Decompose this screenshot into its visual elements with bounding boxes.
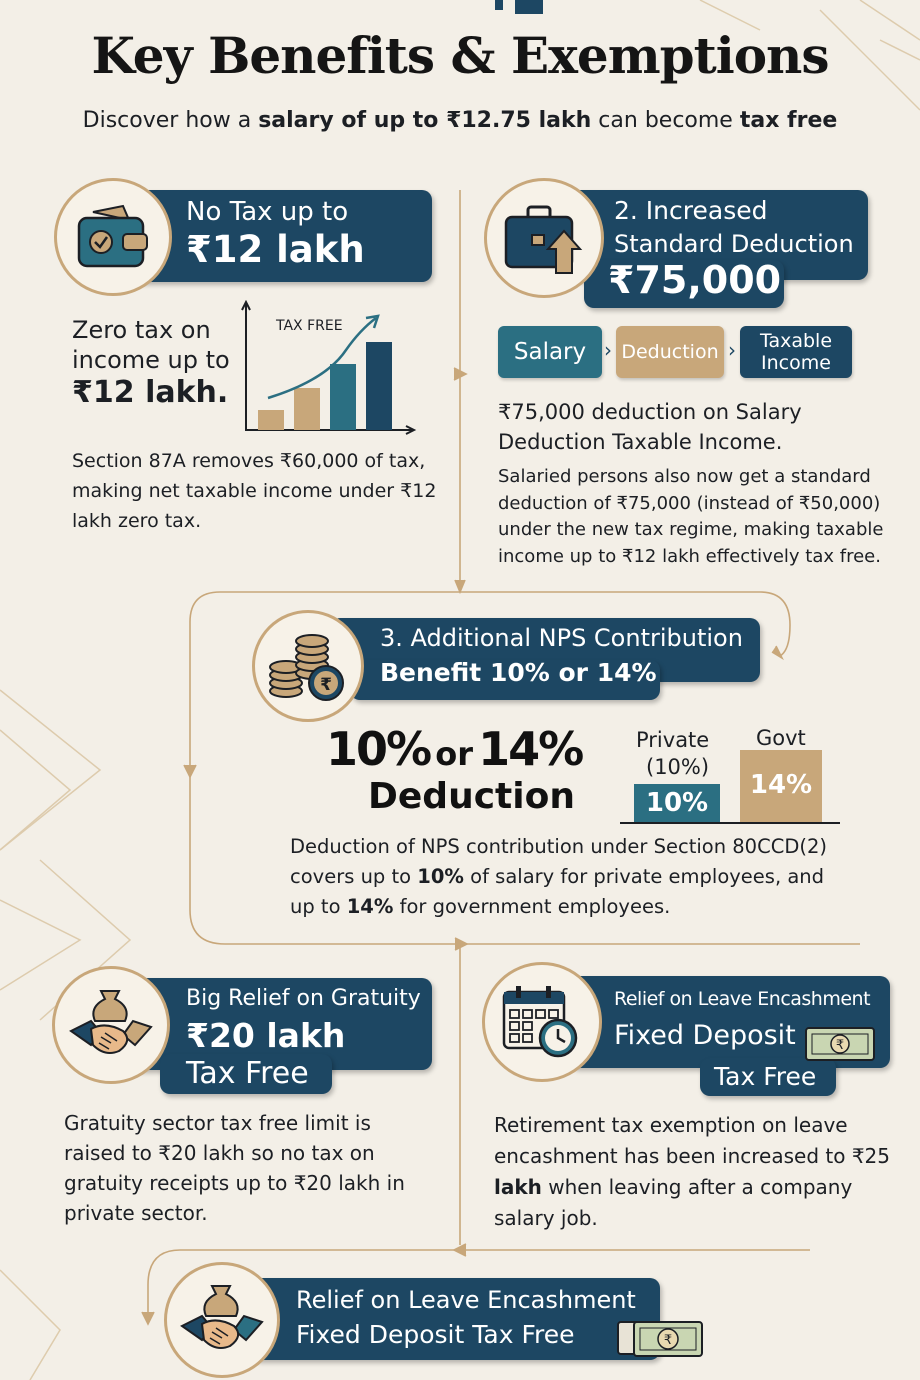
zero-tax-line1: Zero tax on xyxy=(72,316,211,344)
svg-text:₹: ₹ xyxy=(320,675,332,695)
svg-text:₹: ₹ xyxy=(663,1333,673,1348)
private-label-line1: Private xyxy=(636,728,710,752)
private-bar xyxy=(634,784,720,822)
nps-bar-baseline xyxy=(620,822,840,824)
section5-banner-line1: Relief on Leave Encashment xyxy=(614,988,871,1010)
section2-icon-circle xyxy=(484,178,604,298)
flow-taxable-label-line2: Income xyxy=(761,352,831,374)
chart-bar-4 xyxy=(366,342,392,430)
big-10-percent: 10% xyxy=(326,722,431,776)
coins-rupee-icon xyxy=(268,629,348,703)
section1-banner-line2: ₹12 lakh xyxy=(186,228,365,271)
section5-banner-line2: Fixed Deposit xyxy=(614,1020,796,1051)
section1-banner-line1: No Tax up to xyxy=(186,197,349,227)
chart-label-tax-free: TAX FREE xyxy=(276,318,343,334)
handshake-moneybag-icon xyxy=(65,985,157,1065)
section2-banner-line1: 2. Increased xyxy=(614,196,768,225)
flow-deduction-pill xyxy=(616,326,724,378)
flow-deduction-label: Deduction xyxy=(621,341,719,363)
section5-description: Retirement tax exemption on leave encashment has been increased to ₹25 lakh when leaving after a company salary job. xyxy=(494,1113,890,1230)
section4-description: Gratuity sector tax free limit is raised to ₹20 lakh so no tax on gratuity receipts up to ₹20 lakh in private sector. xyxy=(64,1111,405,1225)
private-label-line2: (10%) xyxy=(646,755,710,779)
section4-icon-circle xyxy=(52,966,170,1084)
big-deduction-word: Deduction xyxy=(368,776,575,817)
briefcase-arrow-icon xyxy=(502,201,586,275)
flow-salary-label: Salary xyxy=(513,339,587,365)
wallet-icon xyxy=(73,202,153,272)
section3-description: Deduction of NPS contribution under Section 80CCD(2) covers up to 10% of salary for private employees, and up to 14% for government employees. xyxy=(290,835,827,918)
private-bar-value: 10% xyxy=(645,788,709,818)
svg-text:₹: ₹ xyxy=(835,1038,845,1053)
section3-banner-line1: 3. Additional NPS Contribution xyxy=(380,624,743,652)
flow-taxable-label-line1: Taxable xyxy=(759,330,833,352)
page-subtitle: Discover how a salary of up to ₹12.75 lakh can become tax free xyxy=(82,108,838,133)
zero-tax-line3: ₹12 lakh. xyxy=(72,375,229,410)
govt-bar xyxy=(740,750,822,822)
zero-tax-line2: income up to xyxy=(72,346,230,374)
section2-summary-line2: Deduction Taxable Income. xyxy=(498,430,783,454)
section1-description: Section 87A removes ₹60,000 of tax, making net taxable income under ₹12 lakh zero tax. xyxy=(72,450,437,532)
section6-banner-line1: Relief on Leave Encashment xyxy=(296,1286,636,1314)
big-deduction-percent xyxy=(326,722,582,776)
section2-summary-line1: ₹75,000 deduction on Salary xyxy=(498,400,802,424)
big-or: or xyxy=(435,735,473,773)
section5-icon-circle xyxy=(482,962,602,1082)
rupee-banknote-icon xyxy=(804,1024,878,1064)
section1-icon-circle xyxy=(54,178,172,296)
section3-banner-line2: Benefit 10% or 14% xyxy=(380,658,657,687)
section4-banner-line1: Big Relief on Gratuity xyxy=(186,986,421,1011)
govt-label: Govt xyxy=(756,726,806,750)
chart-bar-1 xyxy=(258,410,284,430)
big-14-percent: 14% xyxy=(478,722,583,776)
section4-banner-line3: Tax Free xyxy=(186,1056,309,1091)
handshake-moneybag-icon xyxy=(176,1280,268,1360)
flow-arrow-2: › xyxy=(728,338,736,362)
section4-banner-line2: ₹20 lakh xyxy=(186,1016,346,1055)
rupee-banknote-icon xyxy=(616,1318,706,1360)
section6-banner-line2: Fixed Deposit Tax Free xyxy=(296,1320,575,1349)
flow-salary-pill xyxy=(498,326,602,378)
section2-banner-amount: ₹75,000 xyxy=(608,258,782,302)
section3-icon-circle xyxy=(252,610,364,722)
flow-arrow-1: › xyxy=(604,338,612,362)
section2-description: Salaried persons also now get a standard deduction of ₹75,000 (instead of ₹50,000) under the new tax regime, making taxable income up to ₹12 lakh effectively tax free. xyxy=(498,466,884,567)
section6-icon-circle xyxy=(164,1262,280,1378)
calendar-clock-icon xyxy=(500,982,584,1062)
section5-banner-line3: Tax Free xyxy=(714,1062,817,1091)
chart-bar-2 xyxy=(294,388,320,430)
flow-taxable-pill xyxy=(740,326,852,378)
chart-bar-3 xyxy=(330,364,356,430)
section2-banner-line2: Standard Deduction xyxy=(614,230,854,258)
page-title: Key Benefits & Exemptions xyxy=(91,26,829,85)
govt-bar-value: 14% xyxy=(749,770,813,800)
